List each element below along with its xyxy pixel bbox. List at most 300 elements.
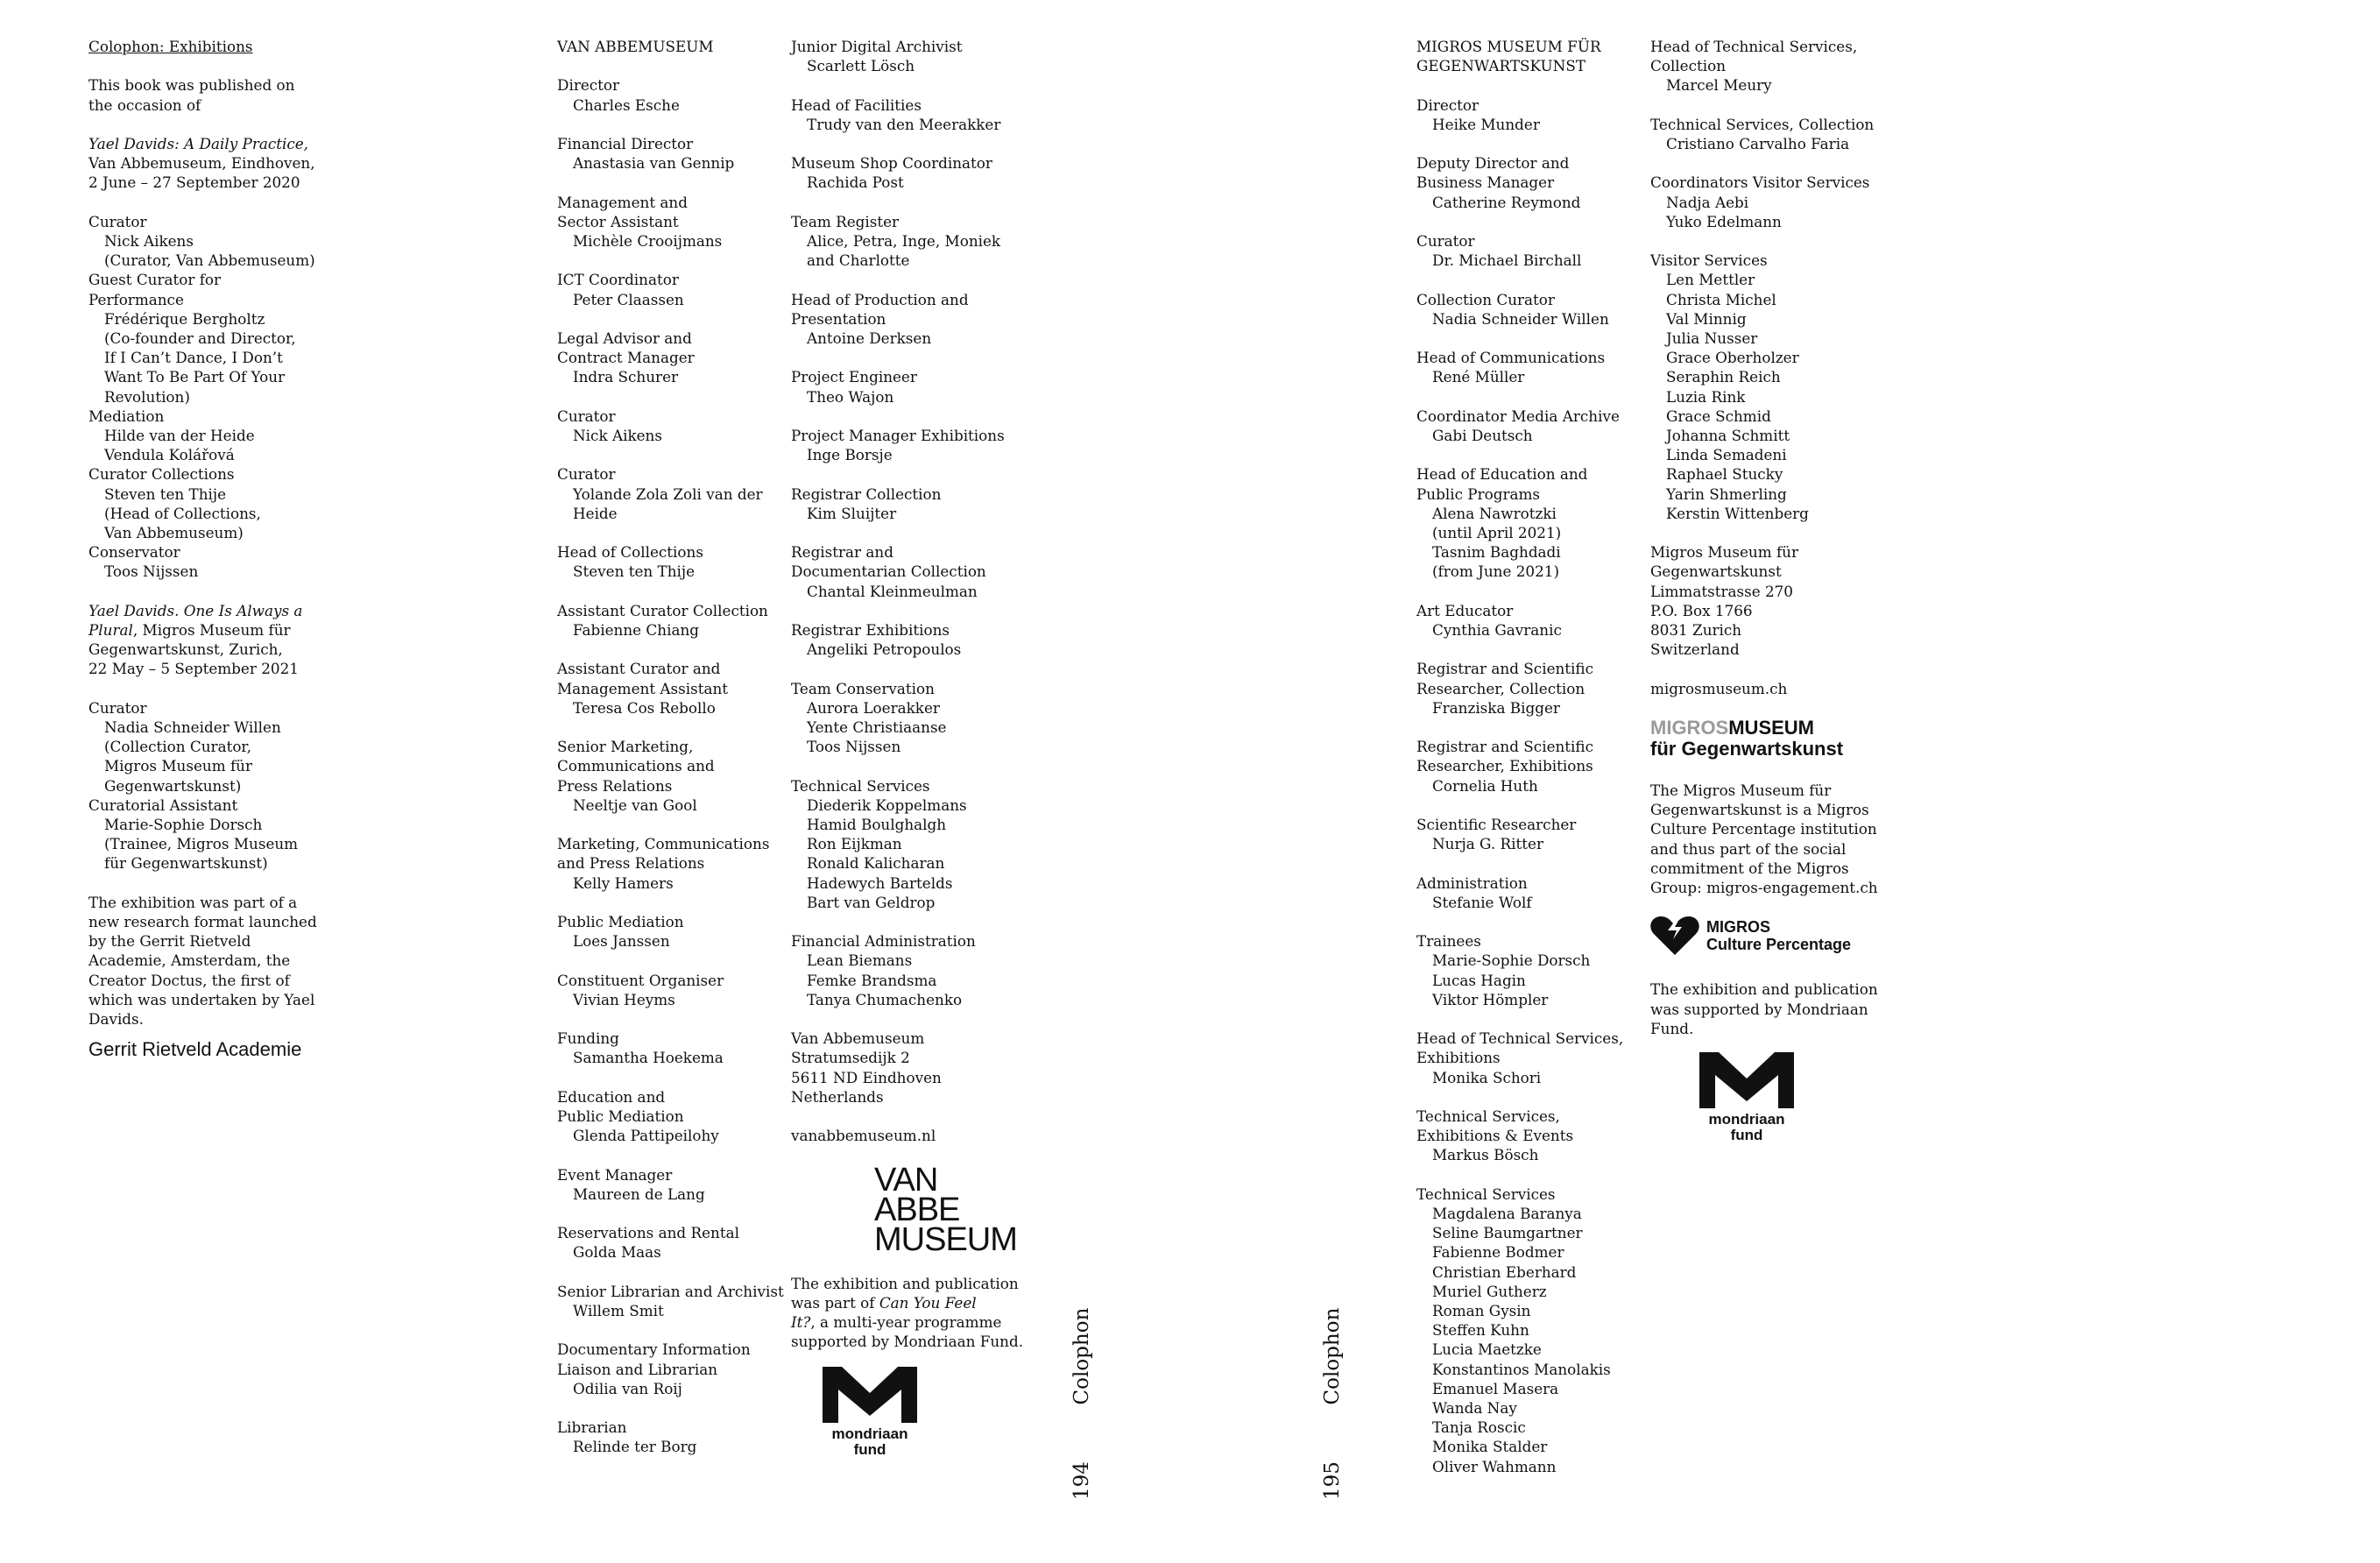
staff-name: Nadja Aebi <box>1666 193 1749 211</box>
van-abbe-museum-logo: VAN ABBE MUSEUM <box>874 1161 1017 1258</box>
staff-name: Heike Munder <box>1432 115 1540 133</box>
staff-entry <box>557 1029 785 1067</box>
migros-museum-staff-column <box>1416 37 1644 1496</box>
van-abbemuseum-staff-column <box>557 37 785 1476</box>
exhibition-1-credits <box>88 212 378 582</box>
staff-entry <box>1416 464 1644 581</box>
staff-name: Luzia Rink <box>1666 387 1746 406</box>
exhibition-2-title: Yael Davids. One Is Always a <box>88 601 303 619</box>
staff-name: Seline Baumgartner <box>1432 1224 1583 1242</box>
staff-name: Anastasia van Gennip <box>573 154 735 173</box>
staff-role: Registrar and Scientific <box>1416 738 1594 756</box>
staff-name: Roman Gysin <box>1432 1301 1531 1319</box>
staff-entry <box>1416 1185 1644 1476</box>
staff-name: Val Minnig <box>1666 309 1747 328</box>
migros-text-line: Culture Percentage institution <box>1650 820 1877 838</box>
staff-role: Registrar and <box>791 543 893 562</box>
exhibition-1: Yael Davids: A Daily Practice, Van Abbemuseum, Eindhoven, 2 June – 27 September 2020 <box>88 134 378 193</box>
staff-name: Teresa Cos Rebollo <box>573 698 716 717</box>
staff-role: Curator <box>1416 231 1475 250</box>
staff-name: Lucia Maetzke <box>1432 1340 1542 1359</box>
staff-name: Gabi Deutsch <box>1432 426 1533 444</box>
staff-entry <box>557 1087 785 1146</box>
staff-name: Michèle Crooijmans <box>573 231 723 250</box>
address-line: Switzerland <box>1650 640 1740 659</box>
staff-entry <box>557 270 785 308</box>
staff-name: Chantal Kleinmeulman <box>807 582 978 600</box>
credit-name: (Trainee, Migros Museum <box>104 835 299 853</box>
staff-role: Contract Manager <box>557 349 695 367</box>
staff-name: (from June 2021) <box>1432 562 1559 581</box>
staff-entry <box>557 1282 785 1320</box>
staff-name: Linda Semadeni <box>1666 446 1787 464</box>
staff-name: Steven ten Thije <box>573 562 696 581</box>
staff-name: Heide <box>573 504 618 522</box>
credit-name: Gegenwartskunst) <box>104 776 242 795</box>
staff-name: Neeltje van Gool <box>573 796 697 814</box>
staff-name: Kim Sluijter <box>807 504 897 522</box>
address-line: 5611 ND Eindhoven <box>791 1068 942 1086</box>
credit-role: Curator <box>88 698 147 717</box>
staff-name: and Charlotte <box>807 251 910 270</box>
staff-name: Dr. Michael Birchall <box>1432 251 1582 270</box>
staff-list <box>1650 37 1913 523</box>
staff-name: Konstantinos Manolakis <box>1432 1360 1611 1378</box>
staff-name: Cynthia Gavranic <box>1432 620 1562 639</box>
staff-name: Steffen Kuhn <box>1432 1321 1529 1340</box>
staff-role: Head of Collections <box>557 543 703 562</box>
credit-role: Curatorial Assistant <box>88 796 238 814</box>
staff-name: Viktor Hömpler <box>1432 990 1549 1008</box>
staff-name: Kerstin Wittenberg <box>1666 504 1809 522</box>
staff-role: Director <box>557 76 620 95</box>
staff-role: Funding <box>557 1029 619 1048</box>
staff-name: Christa Michel <box>1666 290 1776 308</box>
credit-role: Guest Curator for <box>88 271 222 289</box>
staff-entry <box>557 1340 785 1398</box>
research-line: The exhibition was part of a <box>88 893 298 911</box>
staff-role: Head of Technical Services, <box>1416 1029 1624 1048</box>
staff-entry <box>791 931 1028 1009</box>
staff-entry <box>791 679 1028 757</box>
credit-name: (Co-founder and Director, <box>104 329 296 347</box>
staff-entry <box>1416 1107 1644 1165</box>
staff-name: Indra Schurer <box>573 368 679 386</box>
staff-role: Constituent Organiser <box>557 971 724 989</box>
staff-role: Project Engineer <box>791 368 917 386</box>
staff-entry <box>791 367 1028 406</box>
staff-role: Education and <box>557 1087 666 1106</box>
staff-entry <box>1416 601 1644 640</box>
staff-name: Relinde ter Borg <box>573 1438 697 1456</box>
credit-name: If I Can’t Dance, I Don’t <box>104 349 283 367</box>
staff-name: Rachida Post <box>807 173 904 192</box>
staff-name: Grace Schmid <box>1666 407 1771 425</box>
staff-role: Registrar Collection <box>791 484 942 503</box>
staff-role: Technical Services <box>791 776 930 795</box>
credit-role: Curator <box>88 212 147 230</box>
staff-name: Bart van Geldrop <box>807 893 936 911</box>
staff-name: Femke Brandsma <box>807 971 937 989</box>
credit-name: Hilde van der Heide <box>104 427 255 445</box>
staff-entry <box>1416 290 1644 329</box>
credit-name: (Collection Curator, <box>104 738 251 756</box>
staff-name: Fabienne Chiang <box>573 620 700 639</box>
staff-name: Emanuel Masera <box>1432 1379 1559 1397</box>
address-line: Gegenwartskunst <box>1650 562 1782 581</box>
colophon-exhibitions-column <box>88 37 378 1062</box>
staff-name: Wanda Nay <box>1432 1398 1517 1417</box>
migros-museum-website: migrosmuseum.ch <box>1650 679 1788 697</box>
staff-name: Tanja Roscic <box>1432 1418 1526 1437</box>
credit-name: (Curator, Van Abbemuseum) <box>104 251 315 270</box>
credit-name: Nadia Schneider Willen <box>104 718 281 737</box>
staff-entry <box>557 737 785 815</box>
staff-role: Management Assistant <box>557 679 729 697</box>
van-abbemuseum-staff-column-2 <box>791 37 1028 1458</box>
credit-name: für Gegenwartskunst) <box>104 854 268 873</box>
staff-entry <box>1650 173 1913 231</box>
staff-name: Kelly Hamers <box>573 873 674 892</box>
migros-text-line: Gegenwartskunst is a Migros <box>1650 801 1869 819</box>
staff-name: Marcel Meury <box>1666 76 1772 95</box>
staff-entry <box>1416 1029 1644 1087</box>
staff-name: Seraphin Reich <box>1666 368 1781 386</box>
credit-name: Nick Aikens <box>104 231 194 250</box>
staff-role: Junior Digital Archivist <box>791 38 963 55</box>
staff-entry <box>1650 251 1913 523</box>
staff-role: Documentary Information <box>557 1340 751 1359</box>
staff-role: Legal Advisor and <box>557 329 692 347</box>
staff-name: Charles Esche <box>573 95 680 114</box>
staff-name: René Müller <box>1432 368 1525 386</box>
staff-name: Cornelia Huth <box>1432 776 1538 795</box>
running-head: Colophon <box>1321 1307 1344 1405</box>
research-line: new research format launched <box>88 913 317 931</box>
migros-museum-heading: MIGROS MUSEUM FÜR GEGENWARTSKUNST <box>1416 38 1601 75</box>
staff-entry <box>557 834 785 893</box>
staff-role: Financial Administration <box>791 932 976 951</box>
colophon-heading: Colophon: Exhibitions <box>88 38 253 55</box>
credit-name: Marie-Sophie Dorsch <box>104 816 263 834</box>
staff-name: Len Mettler <box>1666 271 1755 289</box>
staff-name: Hamid Boulghalgh <box>807 815 947 833</box>
staff-name: Hadewych Bartelds <box>807 873 953 892</box>
staff-entry <box>791 620 1028 659</box>
support-text <box>1650 980 1913 1038</box>
staff-name: Toos Nijssen <box>807 738 901 756</box>
staff-entry <box>557 75 785 114</box>
staff-entry <box>557 912 785 951</box>
migros-text-line: commitment of the Migros <box>1650 859 1849 877</box>
staff-entry <box>1416 407 1644 445</box>
support-line: was supported by Mondriaan <box>1650 1000 1868 1018</box>
staff-name: Cristiano Carvalho Faria <box>1666 135 1850 152</box>
staff-name: Inge Borsje <box>807 446 893 464</box>
research-line: by the Gerrit Rietveld <box>88 932 251 951</box>
address-line: Netherlands <box>791 1087 884 1106</box>
staff-list <box>791 37 1028 1009</box>
staff-entry <box>1416 737 1644 796</box>
staff-role: Director <box>1416 95 1480 114</box>
staff-name: Tasnim Baghdadi <box>1432 543 1561 562</box>
staff-entry <box>557 659 785 718</box>
staff-name: Marie-Sophie Dorsch <box>1432 951 1591 970</box>
staff-name: Samantha Hoekema <box>573 1049 724 1067</box>
staff-entry <box>1416 95 1644 134</box>
staff-role: Coordinator Media Archive <box>1416 407 1620 425</box>
support-line: Fund. <box>1650 1019 1694 1037</box>
credit-name: Migros Museum für <box>104 757 252 775</box>
staff-name: Glenda Pattipeilohy <box>573 1127 719 1145</box>
staff-entry <box>1416 153 1644 212</box>
staff-entry <box>791 290 1028 349</box>
programme-note: The exhibition and publication was part of Can You Feel It?, a multi-year programme supported by Mondriaan Fund. <box>791 1274 1024 1351</box>
staff-role: Registrar Exhibitions <box>791 620 950 639</box>
staff-entry <box>557 542 785 581</box>
staff-name: Fabienne Bodmer <box>1432 1243 1564 1262</box>
van-abbemuseum-website: vanabbemuseum.nl <box>791 1127 936 1145</box>
staff-role: Art Educator <box>1416 601 1514 619</box>
address-line: Limmatstrasse 270 <box>1650 582 1793 600</box>
staff-name: Monika Stalder <box>1432 1438 1548 1456</box>
staff-name: Peter Claassen <box>573 290 684 308</box>
staff-entry <box>1416 873 1644 912</box>
van-abbemuseum-address <box>791 1029 1028 1107</box>
credit-name: Van Abbemuseum) <box>104 524 244 542</box>
research-line: which was undertaken by Yael <box>88 990 315 1008</box>
staff-name: Johanna Schmitt <box>1666 427 1790 445</box>
staff-entry <box>791 484 1028 523</box>
mondriaan-fund-logo: mondriaan fund <box>817 1367 922 1458</box>
staff-name: Scarlett Lösch <box>807 57 915 75</box>
page-number: 195 <box>1321 1461 1344 1500</box>
migros-museum-address <box>1650 542 1913 659</box>
staff-role: Researcher, Exhibitions <box>1416 757 1593 775</box>
intro-text: This book was published on the occasion of <box>88 76 295 114</box>
staff-name: Monika Schori <box>1432 1068 1542 1086</box>
staff-role: Reservations and Rental <box>557 1224 739 1242</box>
staff-entry <box>1416 659 1644 718</box>
credit-name: Toos Nijssen <box>104 562 199 581</box>
staff-role: Liaison and Librarian <box>557 1360 718 1378</box>
staff-role: Collection Curator <box>1416 290 1555 308</box>
staff-name: Julia Nusser <box>1666 329 1758 347</box>
research-line: Creator Doctus, the first of <box>88 971 290 989</box>
staff-role: Coordinators Visitor Services <box>1650 173 1870 192</box>
credit-name: Want To Be Part Of Your <box>104 368 286 386</box>
staff-name: Loes Janssen <box>573 932 670 951</box>
address-line: P.O. Box 1766 <box>1650 601 1753 619</box>
migros-culture-percentage-logo: MIGROS Culture Percentage <box>1650 916 1913 955</box>
staff-name: Antoine Derksen <box>807 329 932 347</box>
staff-role: Team Conservation <box>791 679 935 697</box>
staff-entry <box>791 426 1028 464</box>
staff-entry <box>557 193 785 251</box>
staff-role: Head of Communications <box>1416 349 1606 367</box>
staff-name: Raphael Stucky <box>1666 465 1783 484</box>
research-line: Academie, Amsterdam, the <box>88 951 291 970</box>
exhibition-1-title: Yael Davids: A Daily Practice, <box>88 134 309 152</box>
credit-role: Conservator <box>88 543 180 562</box>
staff-role: Senior Librarian and Archivist <box>557 1282 784 1300</box>
staff-role: Technical Services, Collection <box>1650 115 1875 133</box>
staff-name: Stefanie Wolf <box>1432 893 1532 911</box>
staff-role: Administration <box>1416 873 1528 892</box>
staff-role: Event Manager <box>557 1165 673 1184</box>
page-folio-left <box>1070 1308 1093 1500</box>
staff-role: Researcher, Collection <box>1416 679 1585 697</box>
staff-role: Museum Shop Coordinator <box>791 154 992 173</box>
staff-name: Trudy van den Meerakker <box>807 115 1001 133</box>
page-number: 194 <box>1070 1461 1093 1500</box>
staff-name: Markus Bösch <box>1432 1146 1539 1164</box>
staff-entry <box>1416 931 1644 1009</box>
staff-role: Marketing, Communications <box>557 835 770 853</box>
staff-name: Ronald Kalicharan <box>807 854 945 873</box>
staff-role: Head of Technical Services, <box>1650 38 1858 55</box>
staff-name: Alena Nawrotzki <box>1432 504 1557 522</box>
mondriaan-m-icon <box>823 1367 917 1423</box>
staff-role: Assistant Curator and <box>557 660 721 678</box>
staff-role: Technical Services <box>1416 1185 1556 1203</box>
staff-role: Head of Education and <box>1416 465 1588 484</box>
staff-entry <box>791 37 1028 75</box>
page-folio-right <box>1321 1308 1344 1500</box>
staff-role: Curator <box>557 465 616 484</box>
staff-list <box>1416 95 1644 1476</box>
exhibition-2-credits <box>88 698 378 873</box>
staff-entry <box>791 212 1028 271</box>
staff-role: Management and <box>557 193 688 211</box>
staff-name: Yente Christiaanse <box>807 718 947 736</box>
credit-name: (Head of Collections, <box>104 504 261 522</box>
staff-role: Collection <box>1650 57 1727 75</box>
staff-name: Tanya Chumachenko <box>807 990 963 1008</box>
staff-role: Deputy Director and <box>1416 154 1570 173</box>
staff-entry <box>557 601 785 640</box>
staff-name: Nurja G. Ritter <box>1432 835 1543 853</box>
staff-role: Scientific Researcher <box>1416 815 1577 833</box>
staff-entry <box>1416 815 1644 853</box>
address-line: Stratumsedijk 2 <box>791 1049 910 1067</box>
address-line: Migros Museum für <box>1650 543 1798 562</box>
staff-role: Sector Assistant <box>557 212 679 230</box>
staff-name: Muriel Gutherz <box>1432 1282 1547 1300</box>
credit-name: Revolution) <box>104 387 190 406</box>
staff-role: Assistant Curator Collection <box>557 601 768 619</box>
staff-name: Christian Eberhard <box>1432 1262 1577 1281</box>
staff-name: Odilia van Roij <box>573 1379 682 1397</box>
staff-role: ICT Coordinator <box>557 271 679 289</box>
staff-name: Willem Smit <box>573 1301 664 1319</box>
staff-name: Yarin Shmerling <box>1666 484 1787 503</box>
staff-role: Registrar and Scientific <box>1416 660 1594 678</box>
staff-role: Team Register <box>791 212 900 230</box>
address-line: 8031 Zurich <box>1650 621 1742 640</box>
staff-name: Vivian Heyms <box>573 990 675 1008</box>
staff-role: Project Manager Exhibitions <box>791 426 1005 444</box>
staff-role: Head of Facilities <box>791 95 922 114</box>
credit-name: Frédérique Bergholtz <box>104 309 265 328</box>
staff-name: Yolande Zola Zoli van der <box>573 484 763 503</box>
staff-entry <box>1416 348 1644 386</box>
staff-entry <box>557 134 785 173</box>
staff-role: Trainees <box>1416 932 1481 951</box>
credit-role: Mediation <box>88 407 165 425</box>
staff-entry <box>1416 231 1644 270</box>
gerrit-rietveld-academie-logo: Gerrit Rietveld Academie <box>88 1038 302 1061</box>
staff-name: Catherine Reymond <box>1432 193 1581 211</box>
staff-list <box>557 75 785 1456</box>
staff-role: Senior Marketing, <box>557 738 694 756</box>
staff-role: Exhibitions <box>1416 1049 1501 1067</box>
staff-entry <box>791 153 1028 192</box>
staff-role: Press Relations <box>557 776 673 795</box>
staff-name: Nadia Schneider Willen <box>1432 309 1609 328</box>
mondriaan-fund-logo: mondriaan fund <box>1694 1052 1799 1143</box>
staff-entry <box>557 1165 785 1204</box>
credit-role: Curator Collections <box>88 465 235 484</box>
staff-role: and Press Relations <box>557 854 705 873</box>
staff-entry <box>557 1418 785 1456</box>
staff-entry <box>557 407 785 445</box>
research-line: Davids. <box>88 1010 144 1029</box>
staff-name: Grace Oberholzer <box>1666 349 1799 367</box>
staff-entry <box>791 542 1028 601</box>
staff-role: Curator <box>557 407 616 425</box>
migros-museum-staff-column-2 <box>1650 37 1913 1143</box>
research-text <box>88 893 378 1029</box>
migros-culture-text <box>1650 781 1913 897</box>
staff-name: Aurora Loerakker <box>807 698 940 717</box>
van-abbemuseum-heading: VAN ABBEMUSEUM <box>557 38 714 55</box>
staff-name: (until April 2021) <box>1432 523 1562 541</box>
staff-role: Public Programs <box>1416 484 1541 503</box>
staff-entry <box>1650 115 1913 153</box>
staff-name: Golda Maas <box>573 1243 661 1262</box>
staff-role: Visitor Services <box>1650 251 1768 270</box>
staff-name: Theo Wajon <box>807 387 894 406</box>
credit-name: Vendula Kolářová <box>104 446 235 464</box>
staff-entry <box>1650 37 1913 95</box>
staff-entry <box>791 95 1028 134</box>
staff-entry <box>791 776 1028 912</box>
staff-name: Nick Aikens <box>573 426 662 444</box>
staff-role: Business Manager <box>1416 173 1555 192</box>
staff-role: Librarian <box>557 1418 627 1437</box>
staff-name: Magdalena Baranya <box>1432 1204 1582 1222</box>
migros-text-line: The Migros Museum für <box>1650 782 1832 800</box>
migros-text-line: Group: migros-engagement.ch <box>1650 879 1878 897</box>
credit-role: Performance <box>88 290 184 308</box>
staff-name: Lucas Hagin <box>1432 971 1526 989</box>
running-head: Colophon <box>1070 1307 1093 1405</box>
migros-text-line: and thus part of the social <box>1650 839 1847 858</box>
staff-role: Financial Director <box>557 134 694 152</box>
staff-name: Alice, Petra, Inge, Moniek <box>807 231 1001 250</box>
credit-name: Steven ten Thije <box>104 484 227 503</box>
exhibition-2: Yael Davids. One Is Always a Plural, Migros Museum für Gegenwartskunst, Zurich, 22 May – 5 September 2021 <box>88 601 303 678</box>
staff-role: Communications and <box>557 757 715 775</box>
staff-name: Diederik Koppelmans <box>807 796 967 814</box>
staff-entry <box>557 464 785 523</box>
staff-name: Yuko Edelmann <box>1666 212 1782 230</box>
staff-role: Public Mediation <box>557 1107 684 1125</box>
staff-name: Franziska Bigger <box>1432 698 1560 717</box>
staff-name: Lean Biemans <box>807 951 913 970</box>
staff-role: Exhibitions & Events <box>1416 1127 1574 1145</box>
